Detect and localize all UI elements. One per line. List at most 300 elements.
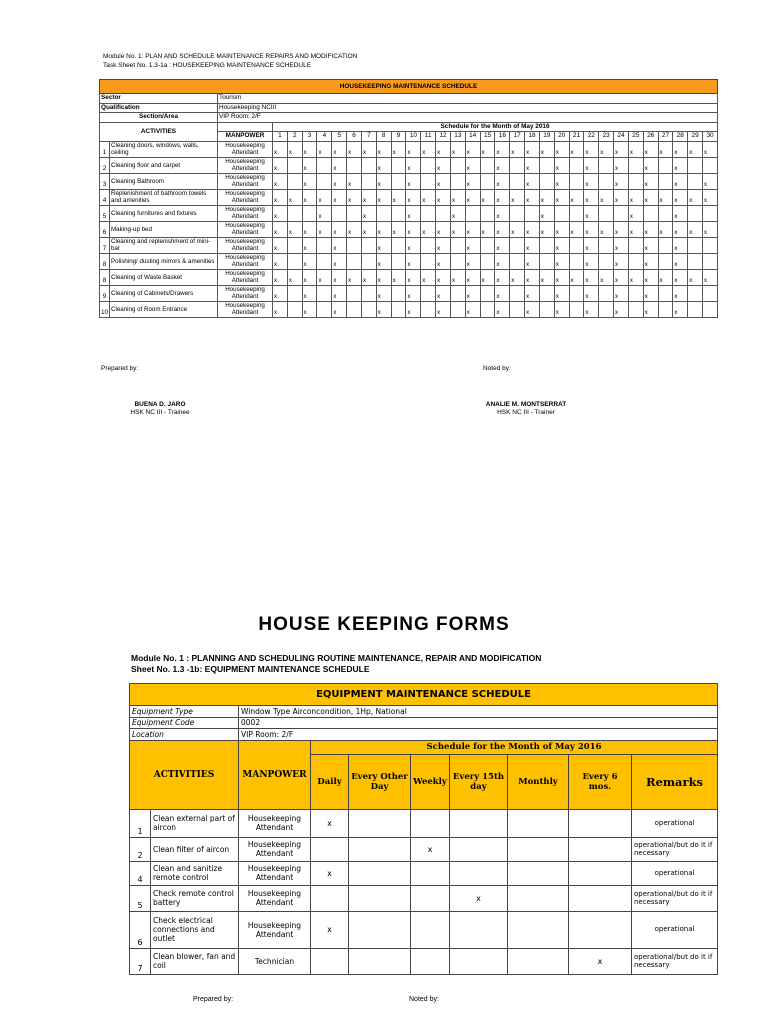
- frequency-mark-cell: [349, 861, 411, 885]
- schedule-row: [100, 301, 718, 317]
- day-mark-cell: [317, 253, 332, 269]
- day-mark-cell: x: [673, 205, 688, 221]
- day-mark-cell: x: [554, 173, 569, 189]
- day-mark-cell: x: [673, 141, 688, 157]
- day-mark-cell: x: [628, 269, 643, 285]
- day-mark-cell: x: [480, 221, 495, 237]
- day-mark-cell: [332, 205, 347, 221]
- section-value: VIP Room: 2/F: [218, 113, 718, 123]
- day-mark-cell: x: [421, 269, 436, 285]
- schedule-row: [100, 269, 718, 285]
- day-mark-cell: x: [614, 141, 629, 157]
- equipment-type-value: Window Type Airconcondition, 1Hp, National: [239, 706, 718, 718]
- day-mark-cell: [391, 253, 406, 269]
- day-mark-cell: x: [436, 189, 451, 205]
- frequency-mark-cell: [311, 837, 349, 861]
- activity-cell: Cleaning floor and carpet: [110, 157, 218, 173]
- day-mark-cell: x: [614, 269, 629, 285]
- frequency-mark-cell: [450, 837, 508, 861]
- day-mark-cell: x: [406, 173, 421, 189]
- day-mark-cell: x: [436, 269, 451, 285]
- day-mark-cell: [287, 301, 302, 317]
- day-header: 26: [643, 132, 658, 142]
- day-mark-cell: x: [673, 173, 688, 189]
- day-mark-cell: x: [703, 173, 718, 189]
- day-mark-cell: x: [495, 253, 510, 269]
- day-mark-cell: x: [614, 237, 629, 253]
- day-mark-cell: x: [406, 301, 421, 317]
- day-mark-cell: x: [465, 237, 480, 253]
- day-header: 17: [510, 132, 525, 142]
- day-mark-cell: x: [376, 237, 391, 253]
- day-mark-cell: [317, 237, 332, 253]
- frequency-mark-cell: [508, 809, 569, 837]
- schedule-row: [100, 285, 718, 301]
- day-mark-cell: x: [703, 189, 718, 205]
- day-header: 6: [347, 132, 362, 142]
- day-mark-cell: [688, 253, 703, 269]
- row-number: 1: [100, 141, 110, 157]
- day-mark-cell: [539, 301, 554, 317]
- frequency-mark-cell: [411, 861, 450, 885]
- frequency-header: Every 15th day: [450, 754, 508, 809]
- day-mark-cell: x: [465, 301, 480, 317]
- day-mark-cell: [391, 173, 406, 189]
- row-number: 8: [100, 269, 110, 285]
- day-mark-cell: x: [302, 237, 317, 253]
- day-mark-cell: x: [554, 157, 569, 173]
- day-mark-cell: [569, 157, 584, 173]
- house-keeping-forms-title: HOUSE KEEPING FORMS: [258, 614, 510, 635]
- day-mark-cell: [628, 173, 643, 189]
- day-mark-cell: x: [673, 189, 688, 205]
- module-line-2: Module No. 1 : PLANNING AND SCHEDULING ROUTINE MAINTENANCE, REPAIR AND MODIFICATION: [131, 653, 542, 663]
- manpower-cell: Housekeeping Attendant: [239, 861, 311, 885]
- day-mark-cell: x: [628, 221, 643, 237]
- day-mark-cell: [480, 253, 495, 269]
- schedule-row: [100, 237, 718, 253]
- schedule-row: [100, 205, 718, 221]
- day-mark-cell: x: [287, 141, 302, 157]
- day-header: 30: [703, 132, 718, 142]
- day-mark-cell: [525, 205, 540, 221]
- day-mark-cell: x: [376, 141, 391, 157]
- location-value: VIP Room: 2/F: [239, 729, 718, 741]
- day-mark-cell: x: [332, 301, 347, 317]
- frequency-mark-cell: [349, 948, 411, 974]
- day-mark-cell: [347, 237, 362, 253]
- day-mark-cell: [317, 301, 332, 317]
- day-mark-cell: x: [273, 157, 288, 173]
- day-mark-cell: x: [436, 285, 451, 301]
- noted-by-label: Noted by:: [483, 365, 511, 372]
- day-header: 1: [273, 132, 288, 142]
- day-header: 22: [584, 132, 599, 142]
- frequency-header: Every 6 mos.: [569, 754, 632, 809]
- day-mark-cell: x: [614, 253, 629, 269]
- day-header: 28: [673, 132, 688, 142]
- remarks-header: Remarks: [632, 754, 718, 809]
- day-mark-cell: [347, 157, 362, 173]
- schedule-row: [100, 253, 718, 269]
- day-mark-cell: x: [347, 189, 362, 205]
- day-mark-cell: x: [584, 269, 599, 285]
- day-mark-cell: x: [643, 253, 658, 269]
- row-number: 9: [100, 285, 110, 301]
- day-mark-cell: x: [703, 221, 718, 237]
- day-mark-cell: x: [480, 189, 495, 205]
- day-mark-cell: x: [450, 205, 465, 221]
- day-mark-cell: x: [554, 285, 569, 301]
- day-mark-cell: x: [421, 141, 436, 157]
- frequency-mark-cell: x: [311, 861, 349, 885]
- day-mark-cell: [421, 205, 436, 221]
- day-header: 14: [465, 132, 480, 142]
- frequency-mark-cell: [411, 885, 450, 911]
- day-mark-cell: [569, 237, 584, 253]
- day-header: 23: [599, 132, 614, 142]
- day-mark-cell: x: [436, 157, 451, 173]
- day-mark-cell: [688, 205, 703, 221]
- qualification-label: Qualification: [100, 103, 218, 113]
- row-number: 7: [100, 237, 110, 253]
- row-number: 5: [130, 885, 151, 911]
- day-mark-cell: [628, 301, 643, 317]
- equipment-code-value: 0002: [239, 717, 718, 729]
- remarks-cell: operational/but do it if necessary: [632, 837, 718, 861]
- activity-cell: Replenishment of bathroom towels and amenities: [110, 189, 218, 205]
- day-mark-cell: x: [495, 205, 510, 221]
- day-mark-cell: x: [673, 221, 688, 237]
- day-mark-cell: x: [495, 285, 510, 301]
- day-mark-cell: x: [525, 173, 540, 189]
- frequency-mark-cell: [450, 948, 508, 974]
- day-mark-cell: x: [525, 189, 540, 205]
- day-mark-cell: x: [317, 269, 332, 285]
- day-mark-cell: x: [465, 141, 480, 157]
- day-mark-cell: x: [302, 269, 317, 285]
- manpower-cell: Housekeeping Attendant: [218, 237, 273, 253]
- day-mark-cell: [658, 157, 673, 173]
- day-header: 16: [495, 132, 510, 142]
- activity-cell: Check electrical connections and outlet: [151, 911, 239, 948]
- day-mark-cell: x: [465, 253, 480, 269]
- frequency-mark-cell: [508, 911, 569, 948]
- frequency-mark-cell: [569, 809, 632, 837]
- day-mark-cell: x: [302, 141, 317, 157]
- day-mark-cell: x: [332, 253, 347, 269]
- day-mark-cell: [347, 253, 362, 269]
- manpower-header: MANPOWER: [218, 132, 273, 142]
- day-mark-cell: x: [658, 189, 673, 205]
- day-mark-cell: x: [376, 173, 391, 189]
- activity-cell: Cleaning Bathroom: [110, 173, 218, 189]
- day-mark-cell: x: [703, 141, 718, 157]
- day-mark-cell: [361, 301, 376, 317]
- day-mark-cell: [317, 173, 332, 189]
- schedule-month-header: Schedule for the Month of May 2016: [273, 122, 718, 132]
- day-mark-cell: x: [673, 285, 688, 301]
- day-mark-cell: x: [376, 189, 391, 205]
- day-mark-cell: x: [302, 301, 317, 317]
- day-mark-cell: x: [643, 237, 658, 253]
- day-mark-cell: [703, 205, 718, 221]
- day-mark-cell: [317, 157, 332, 173]
- frequency-mark-cell: [450, 861, 508, 885]
- day-mark-cell: x: [495, 221, 510, 237]
- equipment-row: [130, 948, 718, 974]
- day-header: 7: [361, 132, 376, 142]
- day-mark-cell: x: [406, 205, 421, 221]
- activities-header-2: ACTIVITIES: [130, 740, 239, 809]
- remarks-cell: operational/but do it if necessary: [632, 885, 718, 911]
- day-mark-cell: [554, 205, 569, 221]
- day-header: 13: [450, 132, 465, 142]
- day-mark-cell: [287, 205, 302, 221]
- day-mark-cell: x: [391, 141, 406, 157]
- day-mark-cell: x: [510, 189, 525, 205]
- day-mark-cell: x: [539, 221, 554, 237]
- day-mark-cell: x: [614, 221, 629, 237]
- day-mark-cell: [628, 253, 643, 269]
- day-header: 5: [332, 132, 347, 142]
- day-mark-cell: x: [554, 237, 569, 253]
- day-mark-cell: x: [584, 141, 599, 157]
- day-mark-cell: x: [554, 189, 569, 205]
- row-number: 2: [100, 157, 110, 173]
- day-mark-cell: x: [554, 141, 569, 157]
- activity-cell: Cleaning of Room Entrance: [110, 301, 218, 317]
- day-mark-cell: [421, 157, 436, 173]
- day-mark-cell: x: [376, 285, 391, 301]
- day-mark-cell: [569, 253, 584, 269]
- day-mark-cell: x: [361, 205, 376, 221]
- day-mark-cell: [480, 205, 495, 221]
- day-mark-cell: x: [525, 221, 540, 237]
- remarks-cell: operational: [632, 911, 718, 948]
- day-mark-cell: x: [406, 237, 421, 253]
- frequency-mark-cell: [508, 885, 569, 911]
- frequency-mark-cell: x: [311, 809, 349, 837]
- day-mark-cell: x: [465, 269, 480, 285]
- day-mark-cell: x: [273, 237, 288, 253]
- day-mark-cell: [703, 301, 718, 317]
- day-mark-cell: x: [584, 157, 599, 173]
- frequency-mark-cell: [349, 885, 411, 911]
- module-line: Module No. 1: PLAN AND SCHEDULE MAINTENANCE REPAIRS AND MODIFICATION: [103, 53, 358, 60]
- frequency-mark-cell: [349, 809, 411, 837]
- day-mark-cell: x: [584, 205, 599, 221]
- row-number: 6: [100, 221, 110, 237]
- day-mark-cell: [361, 173, 376, 189]
- day-mark-cell: [688, 157, 703, 173]
- day-mark-cell: [421, 173, 436, 189]
- qualification-value: Housekeeping NCIII: [218, 103, 718, 113]
- day-mark-cell: [658, 205, 673, 221]
- frequency-mark-cell: x: [311, 911, 349, 948]
- day-mark-cell: x: [584, 173, 599, 189]
- day-mark-cell: [480, 301, 495, 317]
- day-mark-cell: [450, 173, 465, 189]
- day-mark-cell: x: [317, 205, 332, 221]
- manpower-cell: Housekeeping Attendant: [239, 809, 311, 837]
- day-mark-cell: [539, 157, 554, 173]
- day-mark-cell: x: [287, 269, 302, 285]
- equipment-schedule-table: [129, 683, 718, 975]
- row-number: 7: [130, 948, 151, 974]
- day-mark-cell: [347, 205, 362, 221]
- day-mark-cell: [287, 285, 302, 301]
- day-mark-cell: x: [302, 285, 317, 301]
- day-mark-cell: [599, 157, 614, 173]
- day-mark-cell: [599, 205, 614, 221]
- day-mark-cell: x: [273, 205, 288, 221]
- day-header: 12: [436, 132, 451, 142]
- row-number: 4: [100, 189, 110, 205]
- day-mark-cell: x: [539, 141, 554, 157]
- day-mark-cell: x: [273, 173, 288, 189]
- day-mark-cell: x: [495, 269, 510, 285]
- day-mark-cell: [421, 285, 436, 301]
- manpower-header-top: [218, 122, 273, 132]
- row-number: 1: [130, 809, 151, 837]
- day-mark-cell: x: [688, 189, 703, 205]
- equipment-row: [130, 911, 718, 948]
- day-mark-cell: x: [554, 269, 569, 285]
- day-header: 9: [391, 132, 406, 142]
- day-mark-cell: x: [539, 189, 554, 205]
- day-mark-cell: x: [673, 301, 688, 317]
- frequency-mark-cell: [508, 837, 569, 861]
- equipment-row: [130, 837, 718, 861]
- frequency-mark-cell: [311, 948, 349, 974]
- activity-cell: Clean filter of aircon: [151, 837, 239, 861]
- day-mark-cell: x: [510, 221, 525, 237]
- day-mark-cell: x: [273, 141, 288, 157]
- day-mark-cell: x: [525, 301, 540, 317]
- day-mark-cell: x: [376, 301, 391, 317]
- day-mark-cell: x: [703, 269, 718, 285]
- day-mark-cell: x: [361, 189, 376, 205]
- day-mark-cell: [450, 237, 465, 253]
- day-mark-cell: x: [273, 221, 288, 237]
- manpower-cell: Housekeeping Attendant: [218, 157, 273, 173]
- day-mark-cell: [450, 285, 465, 301]
- day-mark-cell: x: [643, 189, 658, 205]
- activity-cell: Cleaning furnitures and fixtures: [110, 205, 218, 221]
- day-mark-cell: [287, 173, 302, 189]
- day-mark-cell: [614, 205, 629, 221]
- day-mark-cell: x: [614, 189, 629, 205]
- manpower-cell: Housekeeping Attendant: [239, 837, 311, 861]
- day-mark-cell: x: [436, 173, 451, 189]
- day-mark-cell: x: [421, 221, 436, 237]
- schedule-month-header-2: Schedule for the Month of May 2016: [311, 740, 718, 754]
- activity-cell: Check remote control battery: [151, 885, 239, 911]
- day-header: 25: [628, 132, 643, 142]
- row-number: 5: [100, 205, 110, 221]
- prepared-by-label: Prepared by:: [101, 365, 139, 372]
- day-mark-cell: x: [495, 157, 510, 173]
- day-mark-cell: [539, 253, 554, 269]
- day-mark-cell: x: [614, 285, 629, 301]
- activities-header: ACTIVITIES: [100, 122, 218, 141]
- location-label: Location: [130, 729, 239, 741]
- manpower-cell: Housekeeping Attendant: [218, 301, 273, 317]
- day-mark-cell: x: [273, 189, 288, 205]
- day-mark-cell: x: [584, 253, 599, 269]
- manpower-cell: Housekeeping Attendant: [218, 221, 273, 237]
- day-mark-cell: x: [614, 157, 629, 173]
- day-header: 27: [658, 132, 673, 142]
- manpower-cell: Technician: [239, 948, 311, 974]
- day-mark-cell: x: [658, 141, 673, 157]
- day-mark-cell: [480, 285, 495, 301]
- day-header: 18: [525, 132, 540, 142]
- day-mark-cell: x: [332, 173, 347, 189]
- day-mark-cell: [628, 237, 643, 253]
- day-mark-cell: x: [495, 173, 510, 189]
- day-mark-cell: x: [436, 141, 451, 157]
- day-mark-cell: [391, 237, 406, 253]
- day-mark-cell: [391, 301, 406, 317]
- day-header: 11: [421, 132, 436, 142]
- day-header: 2: [287, 132, 302, 142]
- day-mark-cell: x: [673, 237, 688, 253]
- day-mark-cell: x: [391, 221, 406, 237]
- remarks-cell: operational: [632, 809, 718, 837]
- day-mark-cell: x: [302, 157, 317, 173]
- day-mark-cell: x: [539, 269, 554, 285]
- day-mark-cell: [599, 237, 614, 253]
- day-mark-cell: [658, 253, 673, 269]
- day-mark-cell: [480, 173, 495, 189]
- day-mark-cell: x: [406, 221, 421, 237]
- equipment-row: [130, 861, 718, 885]
- day-mark-cell: x: [643, 301, 658, 317]
- day-header: 20: [554, 132, 569, 142]
- day-mark-cell: [703, 237, 718, 253]
- sheet-line-2: Sheet No. 1.3 -1b: EQUIPMENT MAINTENANCE SCHEDULE: [131, 664, 370, 674]
- day-mark-cell: x: [450, 269, 465, 285]
- day-mark-cell: [599, 285, 614, 301]
- day-mark-cell: [391, 205, 406, 221]
- frequency-header: Every Other Day: [349, 754, 411, 809]
- day-mark-cell: x: [347, 269, 362, 285]
- day-mark-cell: x: [673, 157, 688, 173]
- day-mark-cell: [658, 285, 673, 301]
- day-mark-cell: x: [510, 269, 525, 285]
- manpower-cell: Housekeeping Attendant: [218, 173, 273, 189]
- day-header: 24: [614, 132, 629, 142]
- day-mark-cell: x: [495, 301, 510, 317]
- day-mark-cell: x: [317, 221, 332, 237]
- day-mark-cell: [703, 157, 718, 173]
- manpower-cell: Housekeeping Attendant: [218, 141, 273, 157]
- frequency-mark-cell: x: [411, 837, 450, 861]
- day-mark-cell: x: [421, 189, 436, 205]
- day-mark-cell: x: [287, 189, 302, 205]
- equipment-row: [130, 885, 718, 911]
- manpower-cell: Housekeeping Attendant: [218, 205, 273, 221]
- day-mark-cell: x: [317, 189, 332, 205]
- day-mark-cell: x: [658, 269, 673, 285]
- activity-cell: Clean external part of aircon: [151, 809, 239, 837]
- activity-cell: Cleaning of Cabinets/Drawers: [110, 285, 218, 301]
- day-mark-cell: [569, 301, 584, 317]
- remarks-cell: operational/but do it if necessary: [632, 948, 718, 974]
- schedule-row: [100, 221, 718, 237]
